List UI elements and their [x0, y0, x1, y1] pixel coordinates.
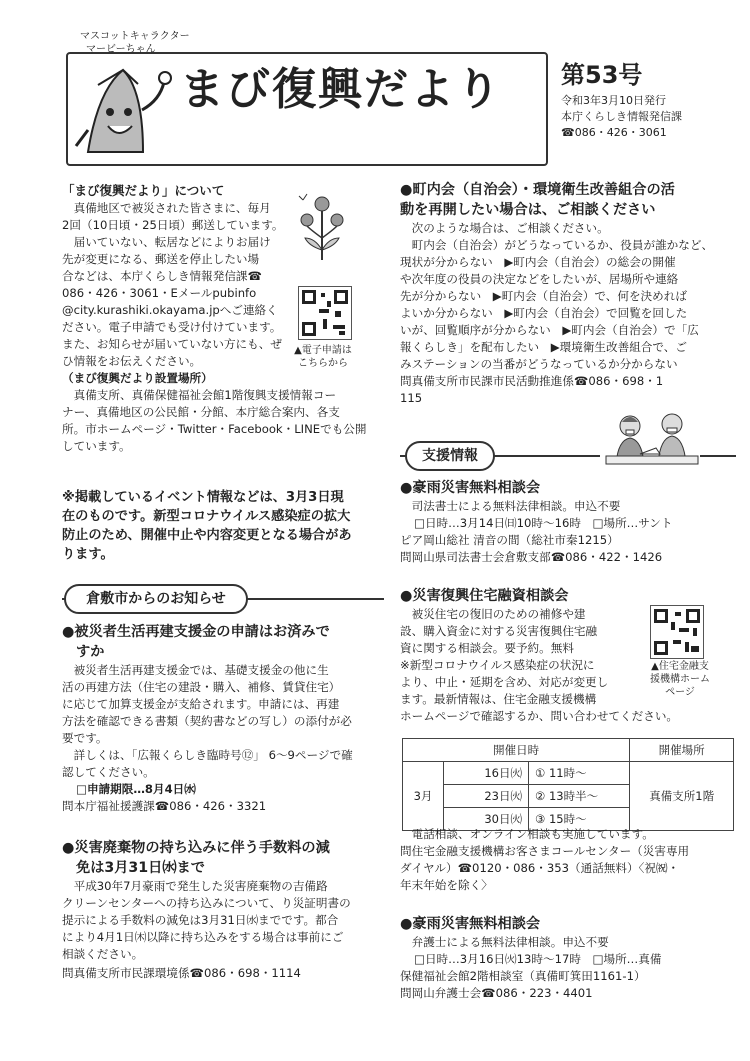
article-line: 方法を確認できる書類（契約書などの写し）の添付が必: [62, 714, 352, 728]
about-line: 先が変更になる、郵送を停止したい場: [62, 252, 260, 266]
qr-caption-line: ページ: [665, 687, 695, 698]
contact-info: 問真備支所市民課環境係☎086・698・1114: [62, 966, 301, 980]
support-grant-article: [62, 622, 392, 815]
city-section-label: 倉敷市からのお知らせ: [64, 584, 248, 614]
article-line: 平成30年7月豪雨で発生した災害廃棄物の吉備路: [73, 879, 328, 893]
contact-info: 問岡山弁護士会☎086・223・4401: [400, 986, 593, 1000]
notice-line: 在のものです。新型コロナウイルス感染症の拡大: [62, 509, 351, 524]
contact-info: 問真備支所市民課市民活動推進係☎086・698・1: [400, 374, 664, 388]
about-line: 2回（10日頃・25日頃）郵送しています。: [62, 218, 284, 232]
article-line: ホームページで確認するか、問い合わせてください。: [400, 709, 679, 723]
about-line: ださい。電子申請でも受け付けています。: [62, 320, 282, 334]
contact-info: 115: [400, 391, 423, 405]
article-title: ●町内会（自治会）・環境衛生改善組合の活: [400, 182, 675, 198]
article-line: 保健福祉会館2階相談室（真備町箕田1161-1）: [400, 969, 646, 983]
contact-info: 問岡山県司法書士会倉敷支部☎086・422・1426: [400, 550, 663, 564]
table-day: 16日㈫: [444, 762, 529, 785]
mascot-caption-line: マスコットキャラクター: [80, 31, 190, 42]
loan-after-table: [400, 826, 736, 894]
notice-line: ※掲載しているイベント情報などは、3月3日現: [62, 490, 344, 505]
qr-caption: [640, 660, 720, 699]
article-line: 司法書士による無料法律相談。申込不要: [411, 499, 621, 513]
table-day: 30日㈫: [444, 808, 529, 831]
notice-block: [62, 488, 392, 564]
article-line: ピア岡山総社 清音の間（総社市秦1215）: [400, 533, 619, 547]
article-title: すか: [76, 644, 105, 660]
qr-caption-line: ▲住宅金融支: [651, 661, 709, 672]
article-title: ●災害廃棄物の持ち込みに伴う手数料の減: [62, 840, 330, 856]
article-line: いが、回覧順序が分からない ▶町内会（自治会）で「広: [400, 323, 699, 337]
qr-caption-line: ▲電子申請は: [294, 345, 352, 356]
table-month: 3月: [403, 762, 444, 831]
article-line: 認してください。: [62, 765, 155, 779]
article-line: 電話相談、オンライン相談も実施しています。: [411, 827, 654, 841]
about-line: @city.kurashiki.okayama.jpへご連絡く: [62, 303, 278, 317]
contact-info: 年末年始を除く〉: [400, 878, 493, 892]
page-title: まび復興だより: [180, 64, 502, 115]
publisher: 本庁くらしき情報発信課: [561, 110, 682, 123]
article-line: や次年度の役員の決定などをしたいが、居場所や連絡: [400, 272, 679, 286]
article-title: 免は3月31日㈬まで: [76, 860, 205, 876]
article-line: 相談ください。: [62, 947, 144, 961]
article-line: 設、購入資金に対する災害復興住宅融: [400, 624, 598, 638]
about-line: 届いていない、転居などによりお届け: [73, 235, 271, 249]
mascot-illustration: [68, 60, 183, 160]
article-line: 活の再建方法（住宅の建設・購入、補修、賃貸住宅）: [62, 680, 341, 694]
waste-article: [62, 838, 392, 982]
table-header-row: [403, 739, 734, 762]
mascot-caption-line: マービーちゃん: [86, 44, 156, 55]
about-line: 真備地区で被災された皆さまに、毎月: [73, 201, 271, 215]
e-application-qr-code[interactable]: [298, 286, 352, 340]
table-slot: ③ 15時〜: [529, 808, 630, 831]
qr-caption-line: こちらから: [298, 358, 348, 369]
table-slot: ② 13時半〜: [529, 785, 630, 808]
table-row: [403, 762, 734, 785]
article-line: 要です。: [62, 731, 108, 745]
consultation-illustration: [600, 408, 700, 476]
about-line: また、お知らせが届いていない方にも、ぜ: [62, 337, 282, 351]
notice-line: ります。: [62, 547, 114, 562]
article-line: □日時…3月16日㈫13時〜17時 □場所…真備: [414, 952, 662, 966]
issue-number: 第53号: [561, 61, 643, 89]
mascot-caption: [80, 30, 190, 56]
about-line: 合などは、本庁くらしき情報発信課☎: [62, 269, 262, 283]
place-line: 所。市ホームページ・Twitter・Facebook・LINEでも公開: [62, 422, 367, 436]
qr-caption: [286, 344, 360, 370]
article-title: ●豪雨災害無料相談会: [400, 480, 541, 496]
article-line: ※新型コロナウイルス感染症の状況に: [400, 658, 595, 672]
article-line: 提示による手数料の減免は3月31日㈬までです。都合: [62, 913, 339, 927]
article-line: 詳しくは、「広報くらしき臨時号⑫」 6〜9ページで確: [73, 748, 353, 762]
about-line: 086・426・3061・Eメールpubinfo: [62, 286, 257, 300]
article-line: 先が分からない ▶町内会（自治会）で、何を決めれば: [400, 289, 687, 303]
about-title: 「まび復興だより」について: [62, 183, 225, 198]
article-line: により4月1日㈭以降に持ち込みをする場合は事前にご: [62, 930, 344, 944]
place-heading: （まび復興だより設置場所）: [62, 371, 213, 385]
article-line: 次のような場合は、ご相談ください。: [411, 221, 609, 235]
table-slot: ① 11時〜: [529, 762, 630, 785]
article-line: 町内会（自治会）がどうなっているか、役員が誰かなど、: [411, 238, 714, 252]
about-line: ひ情報をお伝えください。: [62, 354, 202, 368]
article-title: ●災害復興住宅融資相談会: [400, 588, 569, 604]
article-title: ●被災者生活再建支援金の申請はお済みで: [62, 624, 330, 640]
flower-illustration: [293, 190, 351, 262]
publisher-phone: ☎086・426・3061: [561, 126, 667, 139]
place-line: 真備支所、真備保健福祉会館1階復興支援情報コー: [73, 388, 337, 402]
article-title: ●豪雨災害無料相談会: [400, 916, 541, 932]
place-line: しています。: [62, 439, 131, 453]
article-line: に応じて加算支援金が支給されます。申請には、再建: [62, 697, 340, 711]
article-title: 動を再開したい場合は、ご相談ください: [400, 202, 656, 218]
contact-info: 問住宅金融支援機構お客さまコールセンター（災害専用: [400, 844, 690, 858]
legal-consultation-2: [400, 914, 736, 1002]
chounaikai-article: [400, 180, 736, 407]
article-line: 被災住宅の復旧のための補修や建: [411, 607, 586, 621]
article-line: 現状が分からない ▶町内会（自治会）の総会の開催: [400, 255, 676, 269]
article-line: ます。最新情報は、住宅金融支援機構: [400, 692, 597, 706]
legal-consultation-1: [400, 478, 736, 566]
table-header-date: 開催日時: [403, 739, 630, 762]
article-line: □日時…3月14日㈰10時〜16時 □場所…サント: [414, 516, 673, 530]
table-header-place: 開催場所: [630, 739, 734, 762]
issue-date: 令和3年3月10日発行: [561, 94, 666, 107]
support-section-label: 支援情報: [405, 441, 495, 471]
article-line: みステーションの当番がどうなっているか分からない: [400, 357, 678, 371]
qr-caption-line: 援機構ホーム: [650, 674, 710, 685]
contact-info: 問本庁福祉援護課☎086・426・3321: [62, 799, 267, 813]
table-place: 真備支所1階: [630, 762, 734, 831]
article-line: 被災者生活再建支援金では、基礎支援金の他に生: [73, 663, 329, 677]
article-line: 報くらしき」を配布したい ▶環境衛生改善組合で、ご: [400, 340, 687, 354]
schedule-table: [402, 738, 734, 831]
article-line: 弁護士による無料法律相談。申込不要: [411, 935, 609, 949]
notice-line: 防止のため、開催中止や内容変更となる場合があ: [62, 528, 352, 543]
housing-finance-qr-code[interactable]: [650, 605, 704, 659]
contact-info: ダイヤル）☎0120・086・353（通話無料）〈祝㈷・: [400, 861, 680, 875]
table-day: 23日㈫: [444, 785, 529, 808]
deadline: □申請期限…8月4日㈬: [76, 782, 196, 796]
article-line: より、中止・延期を含め、対応が変更し: [400, 675, 609, 689]
article-line: クリーンセンターへの持ち込みについて、り災証明書の: [62, 896, 351, 910]
article-line: よいか分からない ▶町内会（自治会）で回覧を回した: [400, 306, 688, 320]
article-line: 資に関する相談会。要予約。無料: [400, 641, 574, 655]
place-line: ナー、真備地区の公民館・分館、本庁総合案内、各支: [62, 405, 340, 419]
